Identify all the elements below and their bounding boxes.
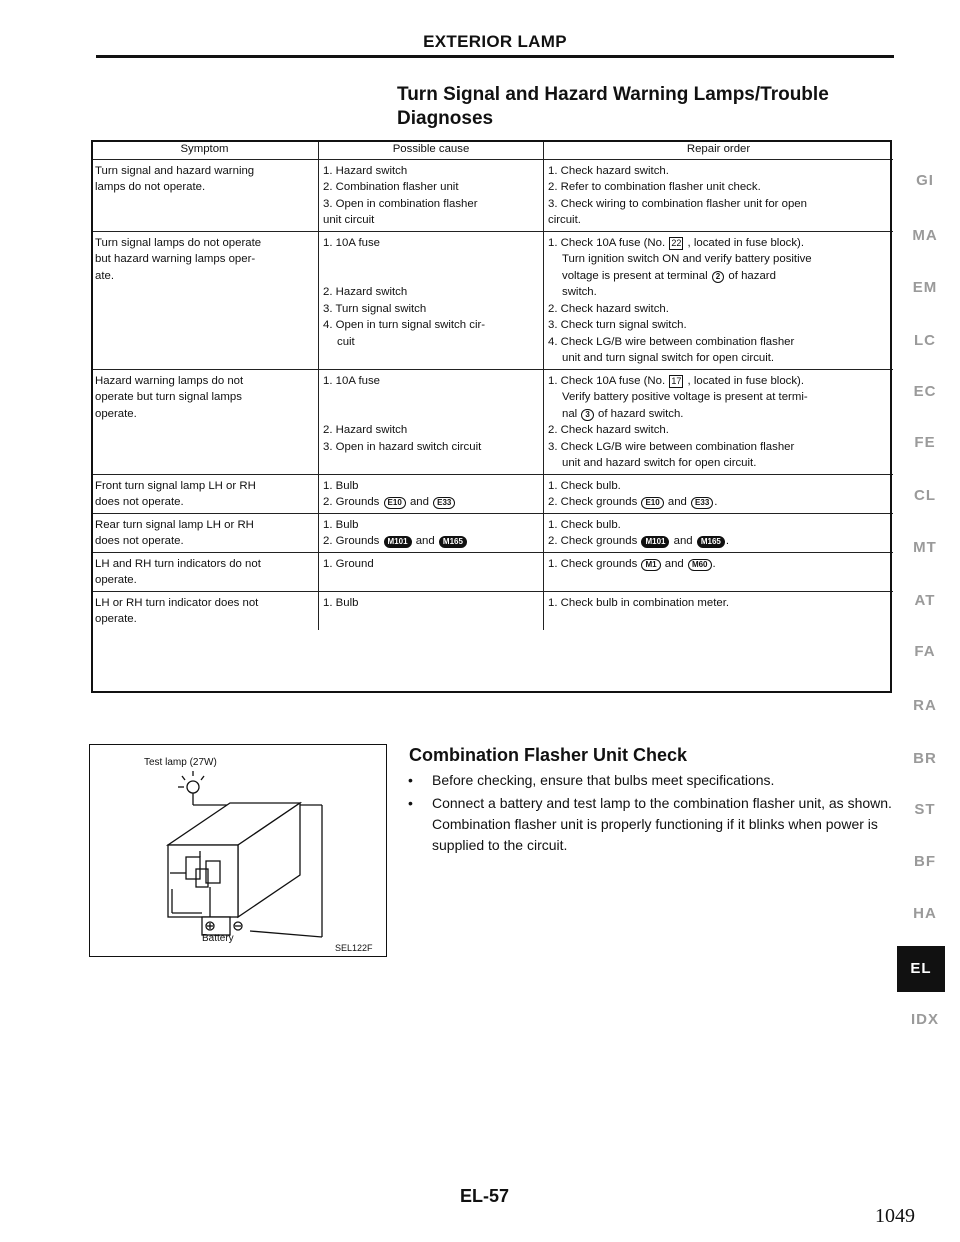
tab-fe[interactable]: FE: [914, 434, 936, 451]
cell-line: [323, 533, 539, 550]
cell-line: does not operate.: [95, 496, 184, 508]
cell-line: 2. Hazard switch: [323, 424, 408, 436]
cell-line: operate.: [95, 613, 137, 625]
cell-line: operate.: [95, 407, 137, 420]
tab-bf[interactable]: BF: [914, 853, 936, 870]
cell-line: 3. Open in hazard switch circuit: [323, 440, 482, 453]
cell-line: [548, 235, 889, 252]
repair-cell: [544, 474, 894, 513]
bullet-text: Before checking, ensure that bulbs meet specifications.: [432, 772, 775, 788]
text: and: [673, 535, 693, 547]
cell-line: does not operate.: [95, 535, 184, 547]
cell-line: [548, 268, 889, 285]
cell-line: 3. Check turn signal switch.: [548, 319, 687, 331]
symptom-cell: [91, 369, 319, 474]
cell-line: cuit: [337, 335, 355, 348]
text: , located in fuse block).: [687, 374, 804, 387]
cell-line: 2. Combination flasher unit: [323, 181, 459, 193]
cause-cell: [319, 591, 544, 630]
text: voltage is present at terminal: [562, 269, 708, 282]
tab-fa[interactable]: FA: [914, 643, 936, 660]
tab-em[interactable]: EM: [912, 279, 938, 296]
table-row: [91, 552, 893, 591]
text: 1. Check 10A fuse (No.: [548, 236, 666, 249]
cell-line: operate.: [95, 574, 137, 586]
section-header: EXTERIOR LAMP: [423, 32, 567, 51]
table-row: [91, 369, 893, 474]
cell-line: lamps do not operate.: [95, 181, 206, 193]
cell-line: 1. Hazard switch: [323, 164, 408, 177]
repair-cell: [544, 513, 894, 552]
tab-el-active[interactable]: EL: [897, 946, 945, 992]
tab-st[interactable]: ST: [914, 801, 936, 818]
ground-connector-badge: E33: [691, 497, 713, 509]
text: of hazard switch.: [598, 407, 684, 420]
ground-connector-badge: M101: [641, 536, 669, 548]
col-header-repair: Repair order: [544, 140, 894, 159]
text: and: [664, 557, 684, 570]
cell-line: 1. Check hazard switch.: [548, 164, 669, 177]
symptom-cell: [91, 513, 319, 552]
wiring-illustration: [90, 745, 386, 956]
bullet-item: [408, 793, 898, 856]
cell-line: 4. Check LG/B wire between combination flasher: [548, 335, 795, 348]
tab-lc[interactable]: LC: [914, 332, 936, 349]
table-row: [91, 591, 893, 630]
cell-line: 2. Refer to combination flasher unit check.: [548, 181, 761, 193]
cell-line: LH and RH turn indicators do not: [95, 557, 261, 570]
cell-line: Turn signal and hazard warning: [95, 164, 255, 177]
ground-connector-badge: M165: [697, 536, 725, 548]
symptom-cell: [91, 552, 319, 591]
cell-line: 4. Open in turn signal switch cir-: [323, 319, 486, 331]
table-row: [91, 513, 893, 552]
cell-line: 1. Check bulb in combination meter.: [548, 596, 730, 609]
cell-line: 2. Check hazard switch.: [548, 302, 669, 315]
tab-ra[interactable]: RA: [913, 697, 937, 714]
fuse-number-badge: 17: [671, 375, 682, 386]
cell-line: 1. Ground: [323, 557, 374, 570]
cell-line: 2. Hazard switch: [323, 286, 408, 298]
text: and: [409, 496, 429, 508]
cell-line: [323, 494, 539, 511]
symptom-cell: [91, 231, 319, 369]
cell-line: unit and turn signal switch for open circuit.: [562, 352, 775, 364]
text: 2. Check grounds: [548, 535, 638, 547]
cell-line: 1. Check bulb.: [548, 479, 621, 492]
terminal-badge: 2: [712, 271, 724, 283]
symptom-cell: [91, 591, 319, 630]
text: 2. Grounds: [323, 496, 380, 508]
fuse-number-badge: 22: [671, 237, 682, 248]
text: , located in fuse block).: [687, 236, 804, 249]
cell-line: but hazard warning lamps oper-: [95, 253, 256, 265]
sheet-number: 1049: [875, 1205, 915, 1227]
repair-cell: [544, 591, 894, 630]
tab-idx[interactable]: IDX: [910, 1011, 939, 1028]
cell-line: 1. Bulb: [323, 518, 359, 531]
tab-ec[interactable]: EC: [913, 383, 937, 400]
ground-connector-badge: M1: [641, 559, 660, 571]
tab-at[interactable]: AT: [914, 592, 936, 609]
cell-line: Turn ignition switch ON and verify battery positive: [562, 253, 812, 265]
col-header-cause: Possible cause: [319, 140, 544, 159]
page-title: [397, 83, 917, 131]
ground-connector-badge: E10: [641, 497, 663, 509]
bullet-item: [408, 770, 898, 791]
tab-cl[interactable]: CL: [914, 487, 936, 504]
cell-line: unit circuit: [323, 214, 375, 226]
bullet-mark: •: [408, 795, 413, 811]
page-number: EL-57: [460, 1186, 510, 1206]
ground-connector-badge: E33: [433, 497, 455, 509]
repair-cell: [544, 552, 894, 591]
table-row: [91, 159, 893, 231]
cell-line: 3. Check wiring to combination flasher unit for open: [548, 197, 807, 210]
bullet-text: Connect a battery and test lamp to the combination flasher unit, as shown. Combination flasher unit is properly functioning if it blinks when power is supplied to the circuit.: [432, 795, 892, 853]
header-rule: [96, 55, 894, 58]
cell-line: 3. Check LG/B wire between combination flasher: [548, 440, 795, 453]
ground-connector-badge: M60: [688, 559, 712, 571]
cause-cell: [319, 159, 544, 231]
cell-line: Hazard warning lamps do not: [95, 374, 244, 387]
ground-connector-badge: M165: [439, 536, 467, 548]
cell-line: ate.: [95, 269, 114, 282]
cell-line: Turn signal lamps do not operate: [95, 236, 262, 249]
title-line-2: Diagnoses: [397, 108, 494, 129]
cell-line: 3. Turn signal switch: [323, 302, 427, 315]
diagnosis-table: [91, 140, 893, 630]
test-lamp-label: Test lamp (27W): [144, 757, 217, 768]
tab-mt[interactable]: MT: [913, 539, 937, 556]
text: of hazard: [728, 269, 776, 282]
cell-line: operate but turn signal lamps: [95, 391, 242, 403]
title-line-1: Turn Signal and Hazard Warning Lamps/Trouble: [397, 84, 829, 105]
cause-cell: [319, 513, 544, 552]
cell-line: 2. Check grounds E10 and E33 .: [548, 496, 718, 508]
text: and: [415, 535, 435, 547]
figure-code: SEL122F: [335, 943, 373, 953]
cause-cell: [319, 369, 544, 474]
ground-connector-badge: E10: [384, 497, 406, 509]
table-row: [91, 231, 893, 369]
terminal-badge: 3: [581, 409, 593, 421]
cell-line: circuit.: [548, 214, 581, 226]
text: 1. Check 10A fuse (No.: [548, 374, 666, 387]
cell-line: 1. 10A fuse: [323, 374, 380, 387]
cell-line: 1. Check bulb.: [548, 518, 621, 531]
repair-cell: [544, 231, 894, 369]
test-lamp-figure: [89, 744, 387, 957]
cell-line: Front turn signal lamp LH or RH: [95, 479, 256, 492]
cell-line: Rear turn signal lamp LH or RH: [95, 518, 254, 531]
cell-line: 1. Check grounds M1 and M60 .: [548, 557, 716, 570]
cell-line: 1. 10A fuse: [323, 236, 380, 249]
bullet-mark: •: [408, 772, 413, 788]
cell-line: [548, 406, 889, 423]
cell-line: 1. Bulb: [323, 479, 359, 492]
symptom-cell: [91, 159, 319, 231]
text: 1. Check grounds: [548, 557, 638, 570]
col-header-symptom: Symptom: [91, 140, 319, 159]
cell-line: Verify battery positive voltage is present at termi-: [562, 391, 808, 403]
tab-br[interactable]: BR: [913, 750, 937, 767]
tab-gi[interactable]: GI: [916, 172, 934, 189]
cell-line: switch.: [562, 286, 597, 298]
cell-line: 1. Bulb: [323, 596, 359, 609]
tab-ha[interactable]: HA: [913, 905, 937, 922]
cell-line: 2. Check grounds M101 and M165 .: [548, 535, 730, 547]
text: 2. Grounds: [323, 535, 380, 547]
cause-cell: [319, 552, 544, 591]
repair-cell: [544, 369, 894, 474]
cell-line: [548, 373, 889, 390]
table-header-row: [91, 140, 893, 159]
table-row: [91, 474, 893, 513]
section-title: Combination Flasher Unit Check: [409, 745, 688, 765]
repair-cell: [544, 159, 894, 231]
cell-line: 3. Open in combination flasher: [323, 197, 478, 210]
tab-ma[interactable]: MA: [912, 227, 938, 244]
cause-cell: [319, 231, 544, 369]
text: and: [667, 496, 687, 508]
text: 2. Check grounds: [548, 496, 638, 508]
cause-cell: [319, 474, 544, 513]
battery-label: Battery: [202, 933, 234, 944]
symptom-cell: [91, 474, 319, 513]
cell-line: 2. Check hazard switch.: [548, 424, 669, 436]
text: nal: [562, 407, 578, 420]
ground-connector-badge: M101: [384, 536, 412, 548]
cell-line: LH or RH turn indicator does not: [95, 596, 259, 609]
cell-line: unit and hazard switch for open circuit.: [562, 457, 757, 469]
